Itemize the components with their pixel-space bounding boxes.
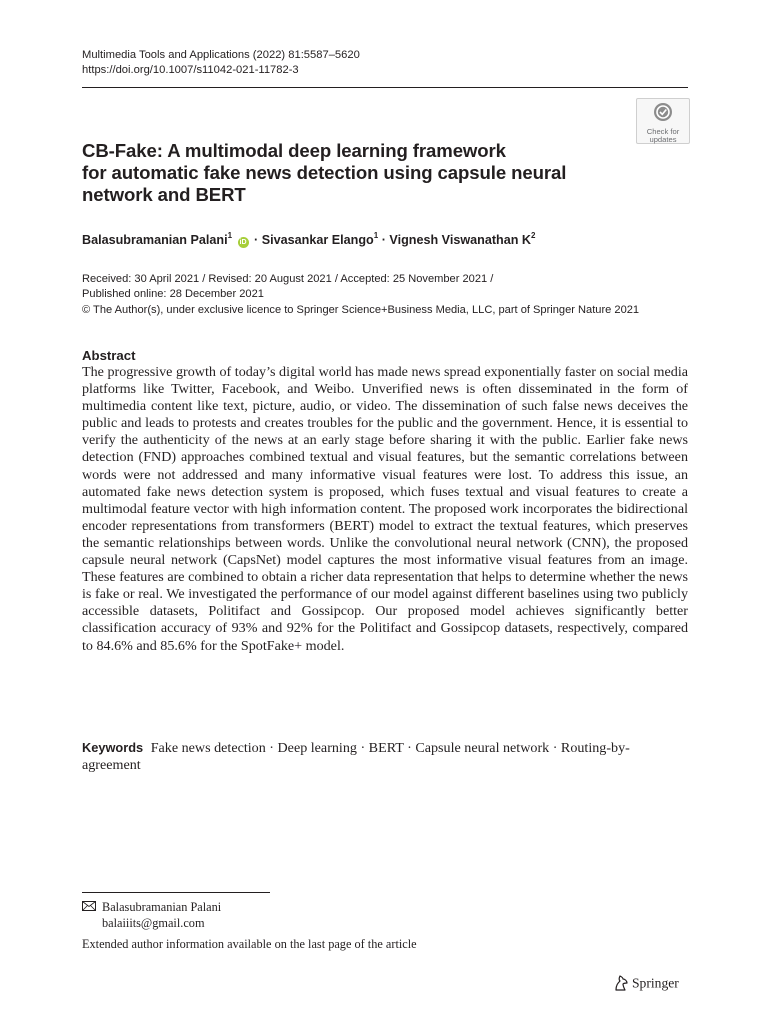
title-line-2: for automatic fake news detection using capsule neural [82, 162, 567, 184]
dates-line-1: Received: 30 April 2021 / Revised: 20 August 2021 / Accepted: 25 November 2021 / [82, 273, 494, 285]
doi-link[interactable]: https://doi.org/10.1007/s11042-021-11782-3 [82, 63, 299, 76]
journal-header [82, 48, 360, 77]
author-name: Vignesh Viswanathan K [389, 233, 532, 248]
keywords-text: Fake news detection · Deep learning · BERT · Capsule neural network · Routing-by-agreement [82, 740, 630, 774]
corresponding-email[interactable]: balaiiits@gmail.com [102, 915, 205, 930]
author-affiliation: 1 [373, 231, 379, 240]
footnote-rule [82, 892, 270, 893]
author-name: Sivasankar Elango [261, 233, 374, 248]
author-affiliation: 1 [227, 231, 233, 240]
corresponding-author [82, 900, 221, 931]
paper-title [82, 140, 622, 207]
dates-line-2: Published online: 28 December 2021 [82, 288, 264, 301]
author-separator: · [381, 233, 390, 248]
keywords [82, 739, 688, 775]
badge-line2: updates [649, 135, 677, 145]
check-for-updates-badge[interactable] [636, 98, 690, 144]
orcid-icon[interactable]: iD [239, 239, 247, 247]
author-list [82, 232, 535, 248]
check-updates-icon [653, 102, 673, 122]
journal-citation: Multimedia Tools and Applications (2022) 81:5587–5620 [82, 49, 360, 61]
author-info-note: Extended author information available on the last page of the article [82, 937, 417, 951]
springer-wordmark: Springer [632, 975, 679, 991]
author-separator: · [254, 233, 262, 248]
envelope-icon [82, 900, 102, 916]
header-rule [82, 87, 688, 88]
keywords-heading: Keywords [82, 740, 144, 755]
springer-logo [612, 974, 679, 994]
abstract-text: The progressive growth of today’s digital world has made news spread exponentially faster on social media platforms like Twitter, Facebook, and Weibo. Unverified news is often disseminated in the form of multimedia content like text, picture, audio, or video. The dissemination of such false news deceives the public and leads to protests and creates troubles for the public and the government. Hence, it is essential to verify the authenticity of the news at an early stage before sharing it with the public. Earlier fake news detection (FND) approaches combined textual and visual features, but the semantic correlations between words were not addressed and many informative visual features were lost. To address this issue, an automated fake news detection system is proposed, which fuses textual and visual features to create a multimodal feature vector with high information content. The proposed work incorporates the bidirectional encoder representations from transformers (BERT) model to extract the textual features, which preserves the semantic relationships between words. Unlike the convolutional neural network (CNN), the proposed capsule neural network (CapsNet) model captures the most informative visual features from an image. These features are combined to obtain a richer data representation that helps to determine whether the news is fake or real. We investigated the performance of our model against different baselines using two publicly accessible datasets, Politifact and Gossipcop. Our proposed model achieves significantly better classification accuracy of 93% and 92% for the Politifact and Gossipcop datasets, respectively, compared to 84.6% and 85.6% for the SpotFake+ model. [82, 364, 688, 654]
title-line-1: CB-Fake: A multimodal deep learning framework [82, 140, 506, 161]
author-name: Balasubramanian Palani [82, 233, 228, 248]
badge-line1: Check for [646, 127, 680, 136]
publication-dates [82, 272, 639, 318]
title-line-3: network and BERT [82, 184, 246, 206]
springer-horse-icon [612, 974, 630, 992]
copyright-line: © The Author(s), under exclusive licence to Springer Science+Business Media, LLC, part of Springer Nature 2021 [82, 303, 640, 316]
abstract-heading: Abstract [82, 348, 136, 363]
author-affiliation: 2 [531, 231, 536, 240]
corresponding-name: Balasubramanian Palani [102, 900, 222, 914]
